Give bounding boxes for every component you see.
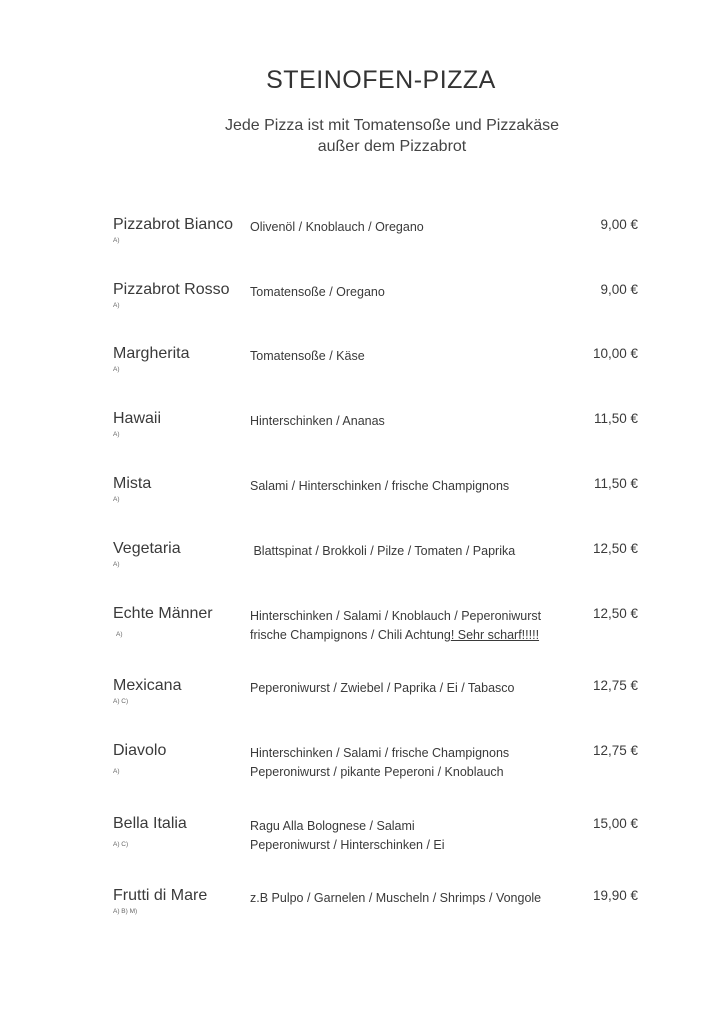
item-description-line-1: Blattspinat / Brokkoli / Pilze / Tomaten / Paprika: [250, 544, 516, 558]
item-name: Mista: [113, 475, 152, 492]
item-description-line-2-text: frische Champignons / Chili Achtung: [250, 628, 451, 642]
item-description: [250, 889, 541, 908]
item-name: Mexicana: [113, 677, 182, 694]
item-description: [250, 744, 509, 782]
item-name: Pizzabrot Bianco: [113, 216, 234, 233]
item-name: Bella Italia: [113, 815, 187, 832]
item-allergen: A): [113, 366, 120, 373]
menu-item-pizzabrot-bianco: [0, 216, 724, 276]
item-price: 19,90 €: [592, 888, 638, 903]
page-title: STEINOFEN-PIZZA: [266, 66, 496, 94]
page-subtitle: [0, 115, 724, 157]
item-description-line-1: Olivenöl / Knoblauch / Oregano: [250, 220, 424, 234]
item-description-line-1: Hinterschinken / Ananas: [250, 414, 385, 428]
item-description-line-2: Peperoniwurst / Hinterschinken / Ei: [250, 838, 445, 852]
menu-item-frutti-di-mare: [0, 887, 724, 947]
item-allergen: A) B) M): [113, 908, 138, 915]
menu-item-pizzabrot-rosso: [0, 281, 724, 341]
item-allergen: A) C): [113, 841, 129, 848]
item-description-line-2: [250, 626, 541, 645]
item-price: 15,00 €: [592, 816, 638, 831]
item-description-line-1: Salami / Hinterschinken / frische Champignons: [250, 479, 510, 493]
item-name: Margherita: [113, 345, 190, 362]
menu-item-margherita: [0, 345, 724, 405]
item-description: [250, 679, 514, 698]
item-price: 9,00 €: [600, 217, 638, 232]
item-allergen: A): [113, 561, 120, 568]
item-price: 10,00 €: [592, 346, 638, 361]
item-price: 12,75 €: [592, 678, 638, 693]
item-description: [250, 817, 445, 855]
item-description-line-1: Ragu Alla Bolognese / Salami: [250, 819, 415, 833]
item-allergen: A): [113, 431, 120, 438]
item-price: 11,50 €: [593, 411, 638, 426]
item-name: Pizzabrot Rosso: [113, 281, 230, 298]
menu-item-echte-maenner: [0, 605, 724, 665]
item-description-line-1: Hinterschinken / Salami / Knoblauch / Peperoniwurst: [250, 609, 542, 623]
subtitle-line-2: außer dem Pizzabrot: [317, 138, 467, 155]
spicy-warning: ! Sehr scharf!!!!!: [450, 628, 540, 642]
item-description-line-2: Peperoniwurst / pikante Peperoni / Knoblauch: [250, 765, 504, 779]
item-allergen: A): [113, 496, 120, 503]
item-description: [250, 607, 541, 645]
item-name: Frutti di Mare: [113, 887, 208, 904]
menu-item-hawaii: [0, 410, 724, 470]
item-allergen: A): [116, 631, 123, 638]
item-name: Hawaii: [113, 410, 162, 427]
item-name: Echte Männer: [113, 605, 213, 622]
item-allergen: A) C): [113, 698, 129, 705]
item-allergen: A): [113, 237, 120, 244]
menu-item-mexicana: [0, 677, 724, 737]
item-description-line-1: Peperoniwurst / Zwiebel / Paprika / Ei / Tabasco: [250, 681, 515, 695]
item-description: [250, 218, 424, 237]
item-price: 11,50 €: [593, 476, 638, 491]
item-description-line-1: Hinterschinken / Salami / frische Champignons: [250, 746, 510, 760]
item-description-line-1: z.B Pulpo / Garnelen / Muscheln / Shrimps / Vongole: [250, 891, 542, 905]
item-description: [250, 283, 385, 302]
item-description: [250, 542, 515, 561]
menu-item-vegetaria: [0, 540, 724, 600]
menu-item-diavolo: [0, 742, 724, 802]
item-price: 12,50 €: [592, 541, 638, 556]
item-name: Diavolo: [113, 742, 167, 759]
item-price: 9,00 €: [600, 282, 638, 297]
item-description: [250, 477, 509, 496]
item-description-line-1: Tomatensoße / Oregano: [250, 285, 385, 299]
item-description-line-1: Tomatensoße / Käse: [250, 349, 365, 363]
item-description: [250, 412, 385, 431]
subtitle-line-1: Jede Pizza ist mit Tomatensoße und Pizzakäse: [224, 117, 560, 134]
item-price: 12,50 €: [592, 606, 638, 621]
item-allergen: A): [113, 768, 120, 775]
item-description: [250, 347, 365, 366]
item-allergen: A): [113, 302, 120, 309]
menu-item-bella-italia: [0, 815, 724, 875]
item-name: Vegetaria: [113, 540, 181, 557]
item-price: 12,75 €: [592, 743, 638, 758]
menu-item-mista: [0, 475, 724, 535]
